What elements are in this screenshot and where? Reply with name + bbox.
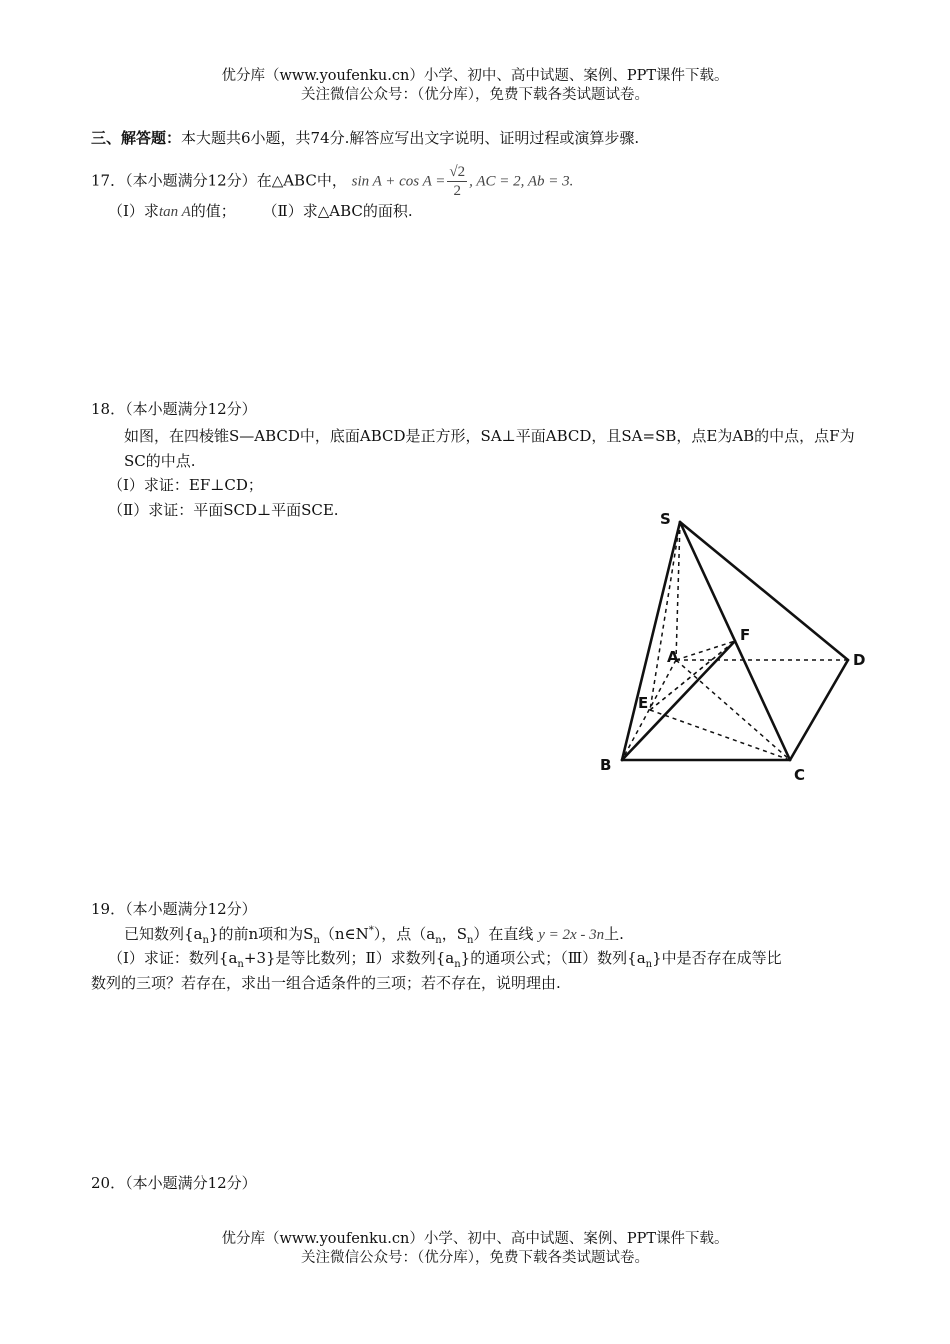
label-S: S — [660, 510, 671, 528]
q19-stem-a: 已知数列{a — [124, 925, 203, 943]
q19-part1-a: （Ⅰ）求证：数列{a — [108, 949, 238, 967]
q17-part1-prefix: （Ⅰ）求 — [108, 202, 159, 220]
q17-line — [91, 163, 573, 200]
footer-line-2: 关注微信公众号：（优分库），免费下载各类试题试卷。 — [301, 1250, 649, 1266]
q17-part1-suffix: 的值； — [190, 202, 236, 220]
q19-stem-g: 上. — [604, 925, 624, 943]
q19-sub-n-7: n — [645, 959, 653, 970]
q19-line-equation: y = 2x - 3n — [538, 927, 605, 943]
q17-fraction — [447, 163, 467, 200]
label-D: D — [853, 651, 866, 669]
q19-sub-n-1: n — [202, 935, 209, 946]
edge-EA2 — [650, 641, 735, 710]
q19-part1-d: }中是否存在成等比 — [652, 949, 782, 967]
section-title — [91, 127, 639, 149]
q18-part2: （Ⅱ）求证：平面SCD⊥平面SCE. — [108, 501, 339, 519]
q18-heading — [91, 398, 257, 420]
edge-SA — [676, 522, 680, 660]
q17-formula-left: sin A + cos A = — [351, 173, 446, 190]
q17-fraction-numerator: √2 — [449, 164, 466, 180]
q20-number: 20． — [91, 1174, 126, 1192]
label-F: F — [740, 626, 751, 644]
q18-score: （本小题满分12分） — [125, 400, 257, 418]
q17-score: （本小题满分12分） — [125, 171, 257, 190]
q19-number: 19． — [91, 900, 126, 918]
q18-body: 如图，在四棱锥S—ABCD中，底面ABCD是正方形，SA⊥平面ABCD，且SA=SB，点E为AB的中点，点F为SC的中点. — [124, 427, 855, 470]
q17-fraction-denominator: 2 — [453, 183, 461, 199]
q19-stem-f: ）在直线 — [473, 925, 534, 943]
edge-SD — [680, 522, 848, 660]
q17-part1-math: tan A — [158, 204, 191, 220]
q19-stem-b: }的前n项和为S — [208, 925, 314, 943]
q17-parts — [108, 200, 413, 223]
q19-sub-n-6: n — [454, 959, 461, 970]
q17-lead: 在△ABC中， — [256, 171, 347, 190]
footer-line-1: 优分库（www.youfenku.cn）小学、初中、高中试题、案例、PPT课件下载。 — [221, 1231, 729, 1247]
label-A: A — [667, 648, 679, 666]
q17-part2: （Ⅱ）求△ABC的面积. — [262, 202, 413, 220]
q19-sub-n-4: n — [466, 935, 474, 946]
label-C: C — [794, 766, 806, 784]
q17-number: 17． — [91, 171, 126, 190]
pyramid-figure — [590, 500, 890, 790]
q19-sup-star: * — [368, 925, 374, 936]
q19-heading — [91, 898, 257, 920]
q19-part1-c: }的通项公式；（Ⅲ）数列{a — [460, 949, 646, 967]
section-label: 三、解答题： — [91, 129, 182, 147]
header-line-1: 优分库（www.youfenku.cn）小学、初中、高中试题、案例、PPT课件下载。 — [221, 68, 729, 84]
section-instructions: 本大题共6小题，共74分.解答应写出文字说明、证明过程或演算步骤. — [181, 129, 640, 147]
q19-part3-continued: 数列的三项？若存在，求出一组合适条件的三项；若不存在，说明理由. — [91, 974, 561, 992]
label-B: B — [600, 756, 612, 774]
label-E: E — [638, 694, 649, 712]
q18-part1: （Ⅰ）求证：EF⊥CD； — [108, 476, 263, 494]
edge-SB — [622, 522, 680, 760]
q19-score: （本小题满分12分） — [125, 900, 257, 918]
q19-stem-c: （n∈N — [319, 925, 369, 943]
header-line-2: 关注微信公众号：（优分库），免费下载各类试题试卷。 — [301, 87, 649, 103]
q19-sub-n-5: n — [237, 959, 244, 970]
q19-stem-e: ，S — [441, 925, 467, 943]
edge-AC — [676, 660, 790, 760]
q20-score: （本小题满分12分） — [125, 1174, 257, 1192]
q19-stem-d: ），点（a — [373, 925, 436, 943]
q18-number: 18． — [91, 400, 126, 418]
q17-formula-right: , AC = 2, Ab = 3. — [469, 173, 574, 190]
edge-CD — [790, 660, 848, 760]
q20-heading — [91, 1172, 257, 1194]
q19-part1-b: +3}是等比数列；Ⅱ）求数列{a — [243, 949, 455, 967]
q19-sub-n-3: n — [435, 935, 442, 946]
q19-sub-n-2: n — [313, 935, 320, 946]
